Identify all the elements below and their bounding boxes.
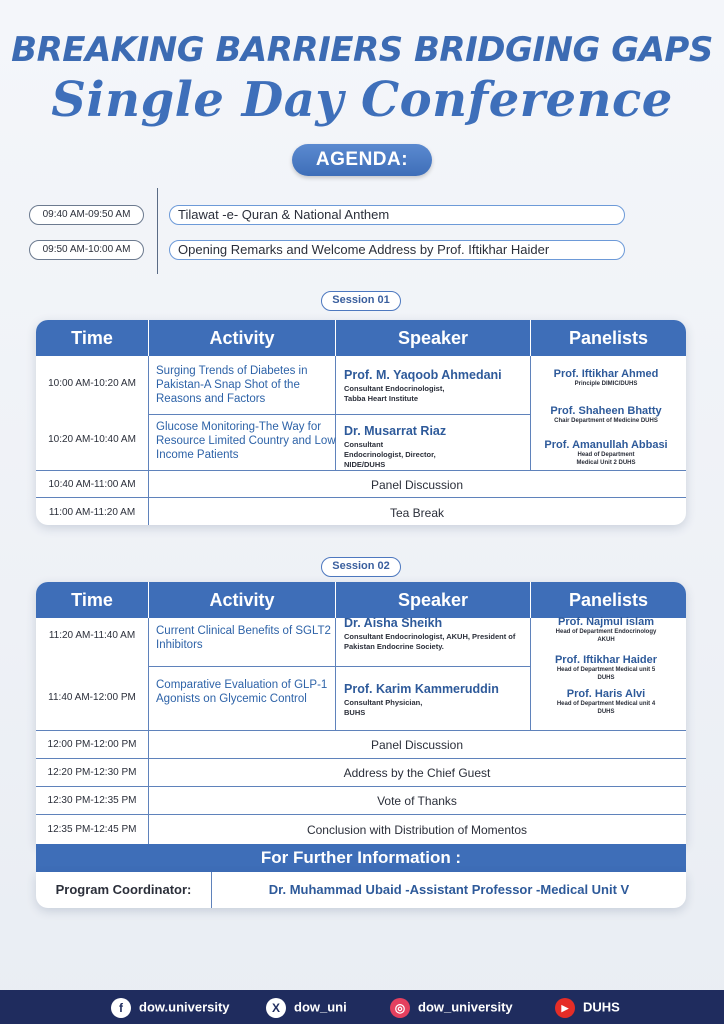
youtube-handle: DUHS	[583, 999, 620, 1015]
session-2-table	[36, 582, 686, 844]
coordinator-label: Program Coordinator:	[55, 882, 192, 897]
panelist-role: Head of Department Medical Unit 2 DUHS	[576, 452, 636, 466]
header-time: Time	[36, 582, 148, 618]
speaker-role: Consultant Endocrinologist, Director, NIDE/DUHS	[344, 440, 436, 469]
panelist	[531, 439, 681, 467]
facebook-icon: f	[111, 998, 131, 1018]
panelist	[531, 616, 681, 644]
agenda-label: AGENDA:	[292, 144, 432, 176]
activity-cell: Comparative Evaluation of GLP-1 Agonists on Glycemic Control	[156, 679, 328, 705]
session-1-table	[36, 320, 686, 525]
instagram-icon: ◎	[390, 998, 410, 1018]
x-icon: X	[266, 998, 286, 1018]
table-row: 10:20 AM-10:40 AM	[48, 434, 136, 445]
panelist-name: Prof. Haris Alvi	[566, 688, 646, 700]
x-link[interactable]	[266, 997, 347, 1017]
speaker-cell	[344, 616, 526, 652]
session-1-label: Session 01	[321, 291, 401, 311]
header-time: Time	[36, 320, 148, 356]
panelist-role: Principle DIMIC/DUHS	[574, 381, 638, 387]
conference-subtitle: Single Day Conference	[51, 72, 673, 128]
panelist	[531, 654, 681, 682]
facebook-handle: dow.university	[139, 999, 230, 1015]
span-activity: Tea Break	[389, 506, 445, 520]
instagram-link[interactable]	[390, 997, 513, 1017]
header-panelists: Panelists	[530, 320, 686, 356]
header-speaker: Speaker	[335, 582, 530, 618]
span-activity: Vote of Thanks	[377, 794, 457, 808]
panelist-name: Prof. Shaheen Bhatty	[550, 405, 662, 417]
panelist-role: Head of Department Medical unit 4 DUHS	[556, 701, 656, 715]
conference-title: BREAKING BARRIERS BRIDGING GAPS	[11, 30, 713, 70]
facebook-link[interactable]	[111, 997, 230, 1017]
opening-time-1: 09:40 AM-09:50 AM	[29, 205, 144, 225]
table-row: 12:00 PM-12:00 PM	[47, 739, 137, 750]
span-activity: Panel Discussion	[370, 738, 464, 752]
speaker-role: Consultant Endocrinologist, Tabba Heart Institute	[344, 384, 445, 403]
table-row: 12:20 PM-12:30 PM	[47, 767, 137, 778]
span-activity: Address by the Chief Guest	[343, 766, 491, 780]
speaker-role: Consultant Endocrinologist, AKUH, President of Pakistan Endocrine Society.	[344, 632, 516, 651]
table-row: 11:20 AM-11:40 AM	[48, 630, 136, 641]
table-row: 12:30 PM-12:35 PM	[47, 795, 137, 806]
coordinator-row	[36, 872, 686, 908]
panelist	[531, 405, 681, 425]
info-title: For Further Information :	[36, 844, 686, 872]
panelist-role: Head of Department Medical unit 5 DUHS	[556, 667, 656, 681]
span-activity: Conclusion with Distribution of Momentos	[306, 823, 528, 837]
activity-cell: Surging Trends of Diabetes in Pakistan-A Snap Shot of the Reasons and Factors	[156, 365, 308, 405]
table-row: 12:35 PM-12:45 PM	[47, 824, 137, 835]
panelist-name: Prof. Amanullah Abbasi	[544, 439, 668, 451]
panelist-name: Prof. Iftikhar Haider	[554, 654, 658, 666]
opening-time-2: 09:50 AM-10:00 AM	[29, 240, 144, 260]
instagram-handle: dow_university	[418, 999, 513, 1015]
panelist	[531, 368, 681, 388]
youtube-link[interactable]	[555, 997, 620, 1017]
header-activity: Activity	[148, 320, 335, 356]
youtube-icon: ▶	[555, 998, 575, 1018]
coordinator-value: Dr. Muhammad Ubaid -Assistant Professor -Medical Unit V	[268, 882, 630, 897]
header-speaker: Speaker	[335, 320, 530, 356]
timeline-divider	[157, 188, 158, 274]
panelist-role: Chair Department of Medicine DUHS	[554, 418, 658, 424]
activity-cell: Glucose Monitoring-The Way for Resource Limited Country and Low Income Patients	[156, 421, 336, 461]
table-row: 11:40 AM-12:00 PM	[48, 692, 136, 703]
opening-activity-1: Tilawat -e- Quran & National Anthem	[169, 205, 625, 225]
opening-activity-2: Opening Remarks and Welcome Address by Prof. Iftikhar Haider	[169, 240, 625, 260]
speaker-cell	[344, 368, 526, 404]
speaker-role: Consultant Physician, BUHS	[344, 698, 423, 717]
table-row: 11:00 AM-11:20 AM	[48, 507, 136, 518]
header-activity: Activity	[148, 582, 335, 618]
speaker-name: Prof. Karim Kammeruddin	[344, 682, 499, 696]
speaker-cell	[344, 424, 526, 470]
panelist-name: Prof. Najmul islam	[558, 616, 654, 628]
activity-cell: Current Clinical Benefits of SGLT2 Inhibitors	[156, 625, 331, 651]
session-2-label: Session 02	[321, 557, 401, 577]
x-handle: dow_uni	[294, 999, 347, 1015]
speaker-name: Prof. M. Yaqoob Ahmedani	[344, 368, 502, 382]
speaker-cell	[344, 682, 526, 718]
table-row: 10:00 AM-10:20 AM	[48, 378, 136, 389]
span-activity: Panel Discussion	[370, 478, 464, 492]
panelist	[531, 688, 681, 716]
panelist-role: Head of Department Endocrinology AKUH	[555, 629, 657, 643]
speaker-name: Dr. Musarrat Riaz	[344, 424, 447, 438]
social-footer	[0, 990, 724, 1024]
speaker-name: Dr. Aisha Sheikh	[344, 616, 443, 630]
table-row: 10:40 AM-11:00 AM	[48, 479, 136, 490]
panelist-name: Prof. Iftikhar Ahmed	[553, 368, 659, 380]
header-panelists: Panelists	[530, 582, 686, 618]
